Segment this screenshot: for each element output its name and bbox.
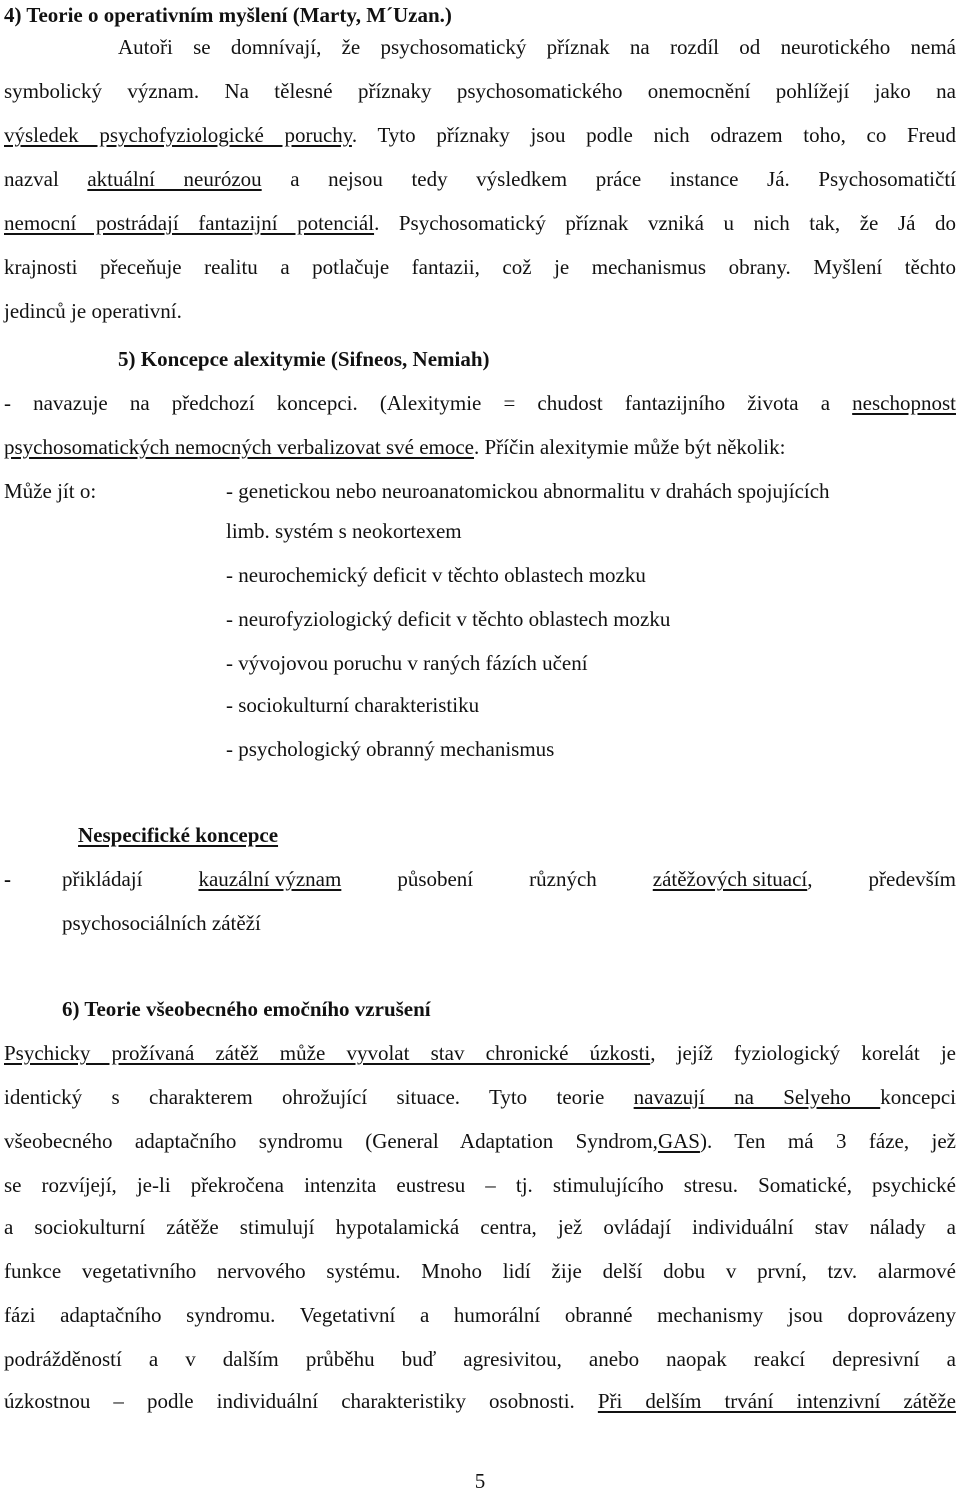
text-line: [4, 1214, 956, 1240]
text-run: se rozvíjejí, je-li překročena intenzita eustresu – tj. stimulujícího stresu. Somatické, psychické: [4, 1173, 956, 1197]
text-run: krajnosti přeceňuje realitu a potlačuje fantazii, což je mechanismus obrany. Myšlení těchto: [4, 255, 956, 279]
text-line: [4, 1084, 956, 1110]
section-6-heading: 6) Teorie všeobecného emočního vzrušení: [62, 997, 431, 1021]
word-group: [653, 866, 813, 892]
underlined-text: psychosomatických nemocných verbalizovat své emoce: [4, 435, 474, 459]
text-run: podrážděností a v dalším průběhu buď agresivitou, anebo naopak reakcí depresivní a: [4, 1347, 956, 1371]
text-run: . Příčin alexitymie může být několik:: [474, 435, 786, 459]
text-line: [4, 1128, 956, 1154]
text-line: [4, 254, 956, 280]
text-run: především: [868, 867, 956, 891]
nonspecific-line-2: psychosociálních zátěží: [62, 911, 261, 935]
text-run: Autoři se domnívají, že psychosomatický příznak na rozdíl od neurotického nemá: [118, 35, 956, 59]
text-line: [4, 1346, 956, 1372]
text-line: [4, 210, 956, 236]
text-line: [4, 122, 956, 148]
cause-item: - neurofyziologický deficit v těchto oblastech mozku: [226, 607, 671, 631]
section-4-heading: 4) Teorie o operativním myšlení (Marty, M´Uzan.): [4, 3, 452, 27]
text-run: symbolický význam. Na tělesné příznaky psychosomatického onemocnění pohlížejí jako na: [4, 79, 956, 103]
text-line: [118, 34, 956, 60]
text-line: [4, 1172, 956, 1198]
text-line: [4, 298, 956, 324]
underlined-text: GAS: [657, 1129, 700, 1153]
underlined-text: neschopnost: [852, 391, 956, 415]
nonspecific-line-1: [62, 866, 956, 892]
text-run: a nejsou tedy výsledkem práce instance Já. Psychosomatičtí: [261, 167, 956, 191]
text-run: . Tyto příznaky jsou podle nich odrazem toho, co Freud: [351, 123, 956, 147]
text-run: identický s charakterem ohrožující situace. Tyto teorie: [4, 1085, 634, 1109]
text-run: funkce vegetativního nervového systému. Mnoho lidí žije delší dobu v první, tzv. alarmové: [4, 1259, 956, 1283]
underlined-text: výsledek psychofyziologické poruchy: [4, 123, 352, 147]
word-group: [397, 866, 473, 892]
text-run: , jejíž fyziologický korelát je: [650, 1041, 956, 1065]
text-run: ,: [807, 867, 813, 891]
nonspecific-heading: Nespecifické koncepce: [78, 823, 279, 847]
underlined-text: Psychicky prožívaná zátěž může vyvolat stav chronické úzkosti: [4, 1041, 651, 1065]
text-run: a sociokulturní zátěže stimulují hypotalamická centra, jež ovládají individuální stav nálady a: [4, 1215, 956, 1239]
text-run: různých: [529, 867, 597, 891]
word-group: [62, 866, 142, 892]
cause-item: - sociokulturní charakteristiku: [226, 693, 480, 717]
text-run: - navazuje na předchozí koncepci. (Alexitymie = chudost fantazijního života a: [4, 391, 853, 415]
text-run: úzkostnou – podle individuální charakteristiky osobnosti.: [4, 1389, 598, 1413]
text-line: [4, 434, 956, 460]
word-group: [869, 866, 956, 892]
cause-item: limb. systém s neokortexem: [226, 519, 462, 543]
cause-label: Může jít o:: [4, 479, 97, 503]
text-line: [4, 1388, 956, 1414]
cause-item: - neurochemický deficit v těchto oblastech mozku: [226, 563, 646, 587]
underlined-text: aktuální neurózou: [87, 167, 262, 191]
text-run: . Psychosomatický příznak vzniká u nich tak, že Já do: [374, 211, 956, 235]
text-line: [4, 1258, 956, 1284]
underlined-text: navazují na Selyeho: [633, 1085, 881, 1109]
text-line: [4, 390, 956, 416]
cause-item: - vývojovou poruchu v raných fázích učení: [226, 651, 588, 675]
text-run: fázi adaptačního syndromu. Vegetativní a humorální obranné mechanismy jsou doprovázeny: [4, 1303, 956, 1327]
underlined-text: Při delším trvání intenzivní zátěže: [597, 1389, 956, 1413]
nonspecific-dash: -: [4, 867, 11, 891]
cause-item: - psychologický obranný mechanismus: [226, 737, 555, 761]
text-run: nazval: [4, 167, 88, 191]
text-run: všeobecného adaptačního syndromu (General Adaptation Syndrom,: [4, 1129, 658, 1153]
text-line: [4, 1302, 956, 1328]
section-5-heading: 5) Koncepce alexitymie (Sifneos, Nemiah): [118, 347, 490, 371]
text-line: [4, 78, 956, 104]
underlined-text: zátěžových situací: [652, 867, 808, 891]
page-number: 5: [474, 1469, 486, 1493]
cause-item: - genetickou nebo neuroanatomickou abnormalitu v drahách spojujících: [226, 479, 830, 503]
text-run: jedinců je operativní.: [4, 299, 182, 323]
text-run: působení: [397, 867, 474, 891]
text-run: přikládají: [62, 867, 143, 891]
text-run: koncepci: [880, 1085, 957, 1109]
underlined-text: kauzální význam: [198, 867, 342, 891]
word-group: [198, 866, 341, 892]
text-line: [4, 1040, 956, 1066]
word-group: [529, 866, 597, 892]
text-run: ). Ten má 3 fáze, jež: [699, 1129, 957, 1153]
text-line: [4, 166, 956, 192]
underlined-text: nemocní postrádají fantazijní potenciál: [4, 211, 375, 235]
